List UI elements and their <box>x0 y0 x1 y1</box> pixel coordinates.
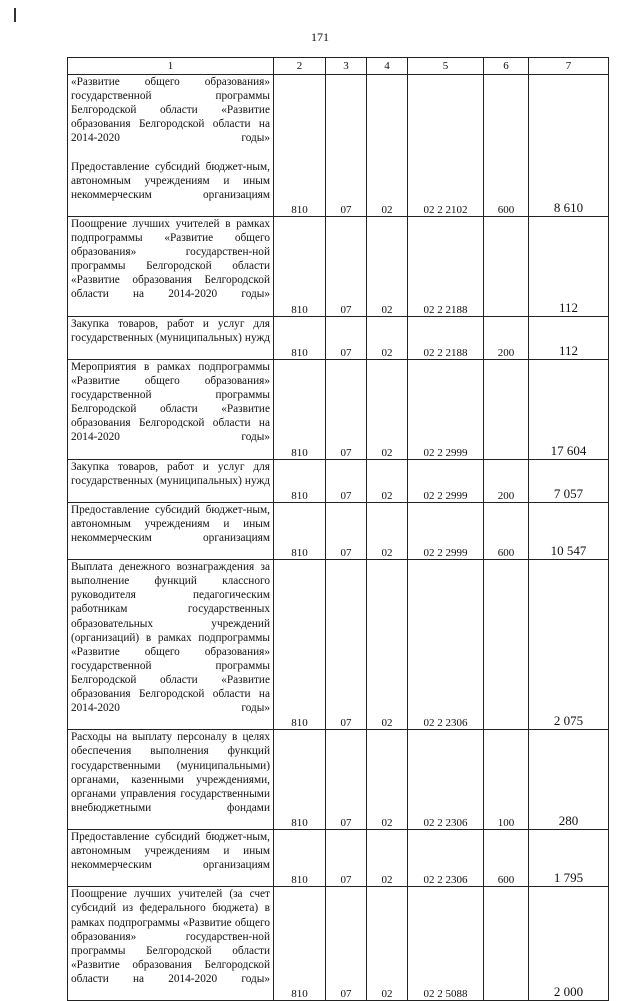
cell-c7 <box>529 829 609 886</box>
description-text: Мероприятия в рамках подпрограммы «Развитие общего образования» государственной программы Белгородской области «Развитие образования Белгородской области на 2014-2020 годы» <box>71 360 270 444</box>
cell-c6 <box>484 560 529 730</box>
cell-value-c6: 600 <box>497 547 515 560</box>
cell-value-c3: 07 <box>340 816 352 829</box>
cell-c2 <box>274 75 326 217</box>
cell-value-c3: 07 <box>340 874 352 887</box>
cell-c3 <box>326 887 367 1001</box>
cell-c6 <box>484 887 529 1001</box>
col-header-5: 5 <box>408 58 484 75</box>
cell-c4 <box>367 502 408 559</box>
cell-value-c4: 02 <box>381 547 393 560</box>
row-description <box>68 502 274 559</box>
cell-c6 <box>484 459 529 502</box>
table-row <box>68 560 609 730</box>
cell-c7 <box>529 316 609 359</box>
cell-value-c3: 07 <box>340 346 352 359</box>
cell-value-c5: 02 2 5088 <box>423 988 468 1001</box>
cell-value-c2: 810 <box>291 547 308 560</box>
cell-value-c4: 02 <box>381 816 393 829</box>
page-number: 171 <box>311 30 329 44</box>
col-header-3: 3 <box>326 58 367 75</box>
cell-value-c5: 02 2 2306 <box>423 717 468 730</box>
table-row <box>68 359 609 459</box>
cell-value-c4: 02 <box>381 489 393 502</box>
cell-c4 <box>367 730 408 830</box>
cell-value-c4: 02 <box>381 988 393 1001</box>
row-description <box>68 216 274 316</box>
cell-value-c3: 07 <box>340 203 352 216</box>
cell-c6 <box>484 75 529 217</box>
cell-value-c6: 200 <box>497 346 515 359</box>
cell-value-c2: 810 <box>291 346 308 359</box>
cell-c2 <box>274 216 326 316</box>
cell-c5 <box>408 502 484 559</box>
cell-value-c3: 07 <box>340 988 352 1001</box>
cell-value-c7: 112 <box>558 342 579 358</box>
cell-value-c5: 02 2 2999 <box>423 547 468 560</box>
cell-c5 <box>408 75 484 217</box>
table-row <box>68 887 609 1001</box>
cell-c6 <box>484 502 529 559</box>
cell-c4 <box>367 459 408 502</box>
cell-value-c2: 810 <box>291 717 308 730</box>
cell-value-c5: 02 2 2188 <box>423 346 468 359</box>
cell-c4 <box>367 216 408 316</box>
row-description <box>68 316 274 359</box>
cell-value-c5: 02 2 2306 <box>423 816 468 829</box>
cell-c4 <box>367 560 408 730</box>
cell-c7 <box>529 359 609 459</box>
cell-c4 <box>367 887 408 1001</box>
cell-c7 <box>529 502 609 559</box>
description-text: Расходы на выплату персоналу в целях обеспечения выполнения функций государственными (муниципальными) органами, казенными учреждениями, органами управления государственными внебюджетными фондами <box>71 731 270 814</box>
header-row <box>68 58 609 75</box>
cell-value-c3: 07 <box>340 489 352 502</box>
cell-c5 <box>408 887 484 1001</box>
cell-c5 <box>408 560 484 730</box>
cell-c2 <box>274 730 326 830</box>
cell-value-c5: 02 2 2188 <box>423 303 468 316</box>
cell-c2 <box>274 359 326 459</box>
cell-c6 <box>484 316 529 359</box>
page-edge-mark <box>14 8 16 22</box>
cell-c2 <box>274 887 326 1001</box>
budget-table <box>67 57 609 1001</box>
cell-value-c3: 07 <box>340 717 352 730</box>
cell-c6 <box>484 730 529 830</box>
row-description <box>68 887 274 1001</box>
cell-value-c5: 02 2 2306 <box>423 874 468 887</box>
cell-value-c7: 10 547 <box>550 543 587 559</box>
cell-c5 <box>408 216 484 316</box>
cell-value-c2: 810 <box>291 816 308 829</box>
cell-c5 <box>408 359 484 459</box>
col-header-4: 4 <box>367 58 408 75</box>
description-text: Поощрение лучших учителей в рамках подпрограммы «Развитие общего образования» государствен-ной программы Белгородской области «Развитие образования Белгородской области на 2014-2020 годы» <box>71 217 270 301</box>
cell-c7 <box>529 887 609 1001</box>
cell-value-c3: 07 <box>340 547 352 560</box>
cell-c7 <box>529 216 609 316</box>
cell-c2 <box>274 316 326 359</box>
cell-c2 <box>274 560 326 730</box>
cell-c4 <box>367 829 408 886</box>
cell-c3 <box>326 829 367 886</box>
cell-value-c4: 02 <box>381 303 393 316</box>
cell-value-c4: 02 <box>381 346 393 359</box>
cell-value-c6: 600 <box>497 203 515 216</box>
cell-c7 <box>529 730 609 830</box>
cell-value-c7: 17 604 <box>550 442 587 458</box>
cell-c2 <box>274 502 326 559</box>
cell-value-c3: 07 <box>340 446 352 459</box>
cell-value-c5: 02 2 2999 <box>423 446 468 459</box>
cell-c3 <box>326 459 367 502</box>
cell-c3 <box>326 316 367 359</box>
cell-c6 <box>484 829 529 886</box>
cell-value-c2: 810 <box>291 303 308 316</box>
description-text: Закупка товаров, работ и услуг для государственных (муниципальных) нужд <box>71 460 270 487</box>
cell-c5 <box>408 829 484 886</box>
cell-value-c2: 810 <box>291 446 308 459</box>
cell-c5 <box>408 730 484 830</box>
cell-value-c6: 100 <box>497 816 515 829</box>
row-description <box>68 560 274 730</box>
cell-value-c7: 1 795 <box>553 870 584 886</box>
col-header-1: 1 <box>68 58 274 75</box>
cell-value-c6: 200 <box>497 489 515 502</box>
cell-value-c7: 2 075 <box>553 713 584 729</box>
cell-value-c4: 02 <box>381 874 393 887</box>
cell-c4 <box>367 75 408 217</box>
col-header-2: 2 <box>274 58 326 75</box>
cell-value-c3: 07 <box>340 303 352 316</box>
cell-c5 <box>408 459 484 502</box>
cell-c6 <box>484 216 529 316</box>
cell-value-c4: 02 <box>381 203 393 216</box>
row-description <box>68 730 274 830</box>
cell-value-c2: 810 <box>291 874 308 887</box>
description-text: Предоставление субсидий бюджет-ным, автономным учреждениям и иным некоммерческим организациям <box>71 160 270 201</box>
cell-value-c7: 7 057 <box>553 485 584 501</box>
table-row <box>68 459 609 502</box>
table-row <box>68 730 609 830</box>
cell-c2 <box>274 829 326 886</box>
cell-value-c7: 8 610 <box>553 199 584 215</box>
cell-value-c2: 810 <box>291 489 308 502</box>
cell-c3 <box>326 216 367 316</box>
cell-value-c4: 02 <box>381 717 393 730</box>
cell-c2 <box>274 459 326 502</box>
table-row <box>68 316 609 359</box>
table-row <box>68 829 609 886</box>
cell-value-c2: 810 <box>291 988 308 1001</box>
cell-c3 <box>326 359 367 459</box>
cell-c4 <box>367 359 408 459</box>
cell-c4 <box>367 316 408 359</box>
row-description <box>68 829 274 886</box>
table-row <box>68 502 609 559</box>
cell-c5 <box>408 316 484 359</box>
cell-value-c4: 02 <box>381 446 393 459</box>
cell-c7 <box>529 75 609 217</box>
cell-value-c7: 280 <box>558 812 579 828</box>
row-description <box>68 75 274 217</box>
cell-value-c6: 600 <box>497 874 515 887</box>
cell-c3 <box>326 75 367 217</box>
cell-c3 <box>326 502 367 559</box>
cell-c3 <box>326 560 367 730</box>
cell-value-c2: 810 <box>291 203 308 216</box>
description-text: Предоставление субсидий бюджет-ным, автономным учреждениям и иным некоммерческим организациям <box>71 503 270 544</box>
description-text: Предоставление субсидий бюджет-ным, автономным учреждениям и иным некоммерческим организациям <box>71 830 270 872</box>
cell-value-c7: 2 000 <box>553 984 584 1000</box>
cell-value-c5: 02 2 2999 <box>423 489 468 502</box>
description-text: «Развитие общего образования» государственной программы Белгородской области «Развитие образования Белгородской области на 2014-2020 годы» <box>71 76 270 145</box>
col-header-7: 7 <box>529 58 609 75</box>
row-description <box>68 359 274 459</box>
cell-c3 <box>326 730 367 830</box>
description-text: Выплата денежного вознаграждения за выполнение функций классного руководителя педагогическим работникам государственных образовательных учреждений (организаций) в рамках подпрограммы «Развитие общего образования» государственной программы Белгородской области «Развитие образования Белгородской области на 2014-2020 годы» <box>71 561 270 715</box>
cell-c7 <box>529 459 609 502</box>
table-body <box>68 75 609 1001</box>
description-text: Закупка товаров, работ и услуг для государственных (муниципальных) нужд <box>71 317 270 344</box>
cell-value-c7: 112 <box>558 299 579 315</box>
col-header-6: 6 <box>484 58 529 75</box>
description-text: Поощрение лучших учителей (за счет субсидий из федерального бюджета) в рамках подпрограммы «Развитие общего образования» государствен-ной программы Белгородской области «Развитие образования Белгородской области на 2014-2020 годы» <box>71 888 270 985</box>
cell-c7 <box>529 560 609 730</box>
cell-c6 <box>484 359 529 459</box>
row-description <box>68 459 274 502</box>
cell-value-c5: 02 2 2102 <box>423 203 468 216</box>
table-row <box>68 216 609 316</box>
table-row <box>68 75 609 217</box>
